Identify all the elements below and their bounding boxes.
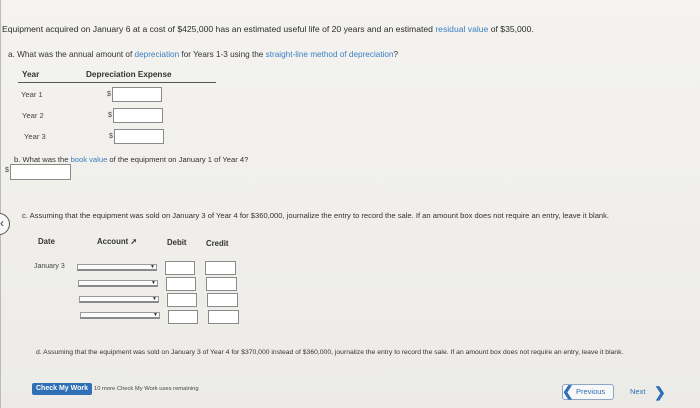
question-a-pre: a. What was the annual amount of xyxy=(8,50,135,59)
credit-input-2[interactable] xyxy=(206,277,237,291)
book-value-link[interactable]: book value xyxy=(70,155,108,164)
question-a-mid: for Years 1-3 using the xyxy=(179,50,266,59)
year-2-depreciation-input[interactable] xyxy=(113,108,163,123)
header-divider xyxy=(18,82,216,83)
residual-value-link[interactable]: residual value xyxy=(435,24,489,34)
question-a-text xyxy=(8,50,398,59)
year-1-depreciation-input[interactable] xyxy=(112,87,162,102)
year-1-currency: $ xyxy=(107,91,111,98)
debit-input-1[interactable] xyxy=(165,261,195,275)
check-my-work-button[interactable]: Check My Work xyxy=(32,383,92,395)
depreciation-link[interactable]: depreciation xyxy=(134,50,180,59)
account-select-4[interactable] xyxy=(80,312,160,319)
question-c-text: c. Assuming that the equipment was sold on January 3 of Year 4 for $360,000, journalize the entry to record the sale. If an amount box does not require an entry, leave it blank. xyxy=(22,211,610,220)
debit-input-3[interactable] xyxy=(167,293,197,307)
question-d-text: d. Assuming that the equipment was sold on January 3 of Year 4 for $370,000 instead of $360,000, journalize the entry to record the sale. If an amount box does not require an entry, leave it blank. xyxy=(36,349,624,356)
caret-down-icon: ▼ xyxy=(150,264,155,270)
year-column-header: Year xyxy=(22,70,40,79)
year-2-currency: $ xyxy=(108,112,112,119)
intro-text-2: of $35,000. xyxy=(488,24,534,34)
left-border xyxy=(0,0,1,408)
credit-input-3[interactable] xyxy=(207,293,238,307)
problem-statement xyxy=(2,24,534,34)
question-b-post: of the equipment on January 1 of Year 4? xyxy=(107,155,249,164)
book-value-currency: $ xyxy=(5,167,9,174)
book-value-input[interactable] xyxy=(10,164,71,180)
previous-label: Previous xyxy=(576,387,606,396)
date-column-header: Date xyxy=(38,237,55,246)
question-b-text xyxy=(14,155,248,164)
caret-down-icon: ▼ xyxy=(152,296,157,302)
chevron-left-icon: ❮ xyxy=(562,383,574,399)
debit-input-2[interactable] xyxy=(166,277,196,291)
account-select-1[interactable] xyxy=(77,264,157,271)
year-1-label: Year 1 xyxy=(21,90,43,99)
depreciation-column-header: Depreciation Expense xyxy=(86,70,172,79)
debit-input-4[interactable] xyxy=(168,310,198,324)
credit-input-1[interactable] xyxy=(205,261,236,275)
year-2-label: Year 2 xyxy=(22,111,44,120)
cursor-icon: ➚ xyxy=(130,237,138,246)
year-3-label: Year 3 xyxy=(24,132,46,141)
year-3-depreciation-input[interactable] xyxy=(114,129,164,144)
account-select-3[interactable] xyxy=(79,296,159,303)
debit-column-header: Debit xyxy=(167,238,187,247)
straight-line-link[interactable]: straight-line method of depreciation xyxy=(265,50,394,59)
year-3-currency: $ xyxy=(109,133,113,140)
check-uses-remaining: 10 more Check My Work uses remaining xyxy=(94,386,199,392)
previous-button[interactable] xyxy=(562,384,614,400)
caret-down-icon: ▼ xyxy=(151,280,156,286)
intro-text-1: Equipment acquired on January 6 at a cost of $425,000 has an estimated useful life of 20 years and an estimated xyxy=(2,24,436,34)
chevron-left-icon: ‹ xyxy=(0,216,4,230)
journal-date: January 3 xyxy=(34,263,65,270)
credit-input-4[interactable] xyxy=(208,310,239,324)
credit-column-header: Credit xyxy=(206,239,229,248)
question-a-post: ? xyxy=(393,50,399,59)
next-button[interactable] xyxy=(630,384,666,400)
next-label: Next xyxy=(630,387,646,396)
account-select-2[interactable] xyxy=(78,280,158,287)
account-header-label: Account xyxy=(97,237,129,246)
collapse-panel-button[interactable] xyxy=(0,213,10,235)
account-column-header xyxy=(97,237,137,246)
chevron-right-icon: ❯ xyxy=(654,384,666,400)
caret-down-icon: ▼ xyxy=(153,312,158,318)
question-b-pre: b. What was the xyxy=(14,155,71,164)
